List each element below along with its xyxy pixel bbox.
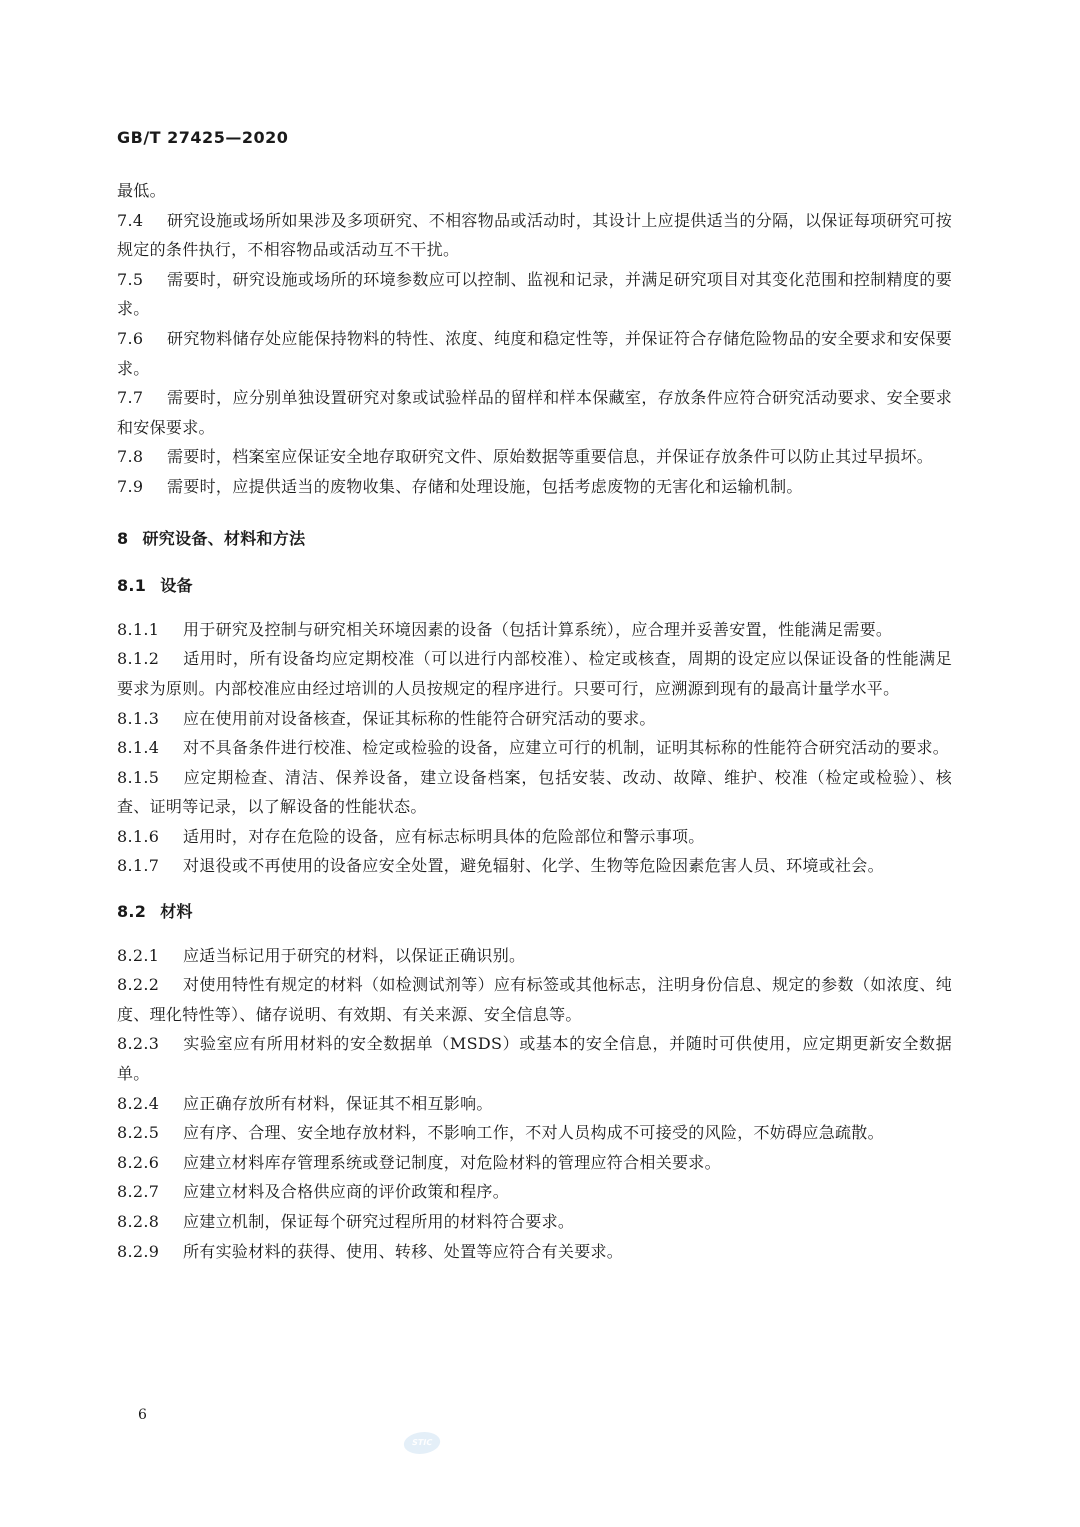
clause-text: 应建立材料库存管理系统或登记制度，对危险材料的管理应符合相关要求。 — [183, 1152, 721, 1172]
clause-text: 应建立材料及合格供应商的评价政策和程序。 — [183, 1182, 510, 1202]
clause-number: 7.7 — [117, 388, 144, 408]
clause-text: 需要时，应提供适当的废物收集、存储和处理设施，包括考虑废物的无害化和运输机制。 — [167, 476, 803, 496]
continuation-text: 最低。 — [117, 181, 166, 200]
clause-number: 8.2.2 — [117, 975, 160, 995]
clause-number: 8.2.8 — [117, 1212, 160, 1231]
page-number: 6 — [138, 1407, 147, 1423]
section-title: 设备 — [160, 576, 193, 596]
clause-8-2-1 — [117, 941, 952, 971]
clause-8-1-6 — [117, 822, 952, 852]
section-number: 8.2 — [117, 902, 147, 922]
document-body — [117, 176, 952, 1266]
clause-number: 8.2.4 — [117, 1093, 160, 1113]
clause-number: 8.2.7 — [117, 1182, 160, 1202]
clause-number: 7.4 — [117, 210, 144, 230]
clause-8-1-7 — [117, 851, 952, 881]
clause-8-2-4 — [117, 1089, 952, 1119]
section-number: 8 — [117, 528, 129, 548]
clause-text: 应在使用前对设备核查，保证其标称的性能符合研究活动的要求。 — [183, 708, 656, 728]
clause-8-1-2 — [117, 644, 952, 703]
clause-text: 研究设施或场所如果涉及多项研究、不相容物品或活动时，其设计上应提供适当的分隔，以保证每项研究可按规定的条件执行，不相容物品或活动互不干扰。 — [117, 210, 952, 260]
clause-number: 8.2.6 — [117, 1152, 160, 1172]
section-7-list — [117, 206, 952, 502]
section-8-2-list — [117, 941, 952, 1267]
clause-number: 8.2.3 — [117, 1034, 160, 1054]
clause-8-2-7 — [117, 1177, 952, 1207]
section-8-1-heading — [117, 571, 952, 601]
clause-text: 应有序、合理、安全地存放材料，不影响工作，不对人员构成不可接受的风险，不妨碍应急疏散。 — [183, 1123, 884, 1143]
clause-text: 需要时，档案室应保证安全地存取研究文件、原始数据等重要信息，并保证存放条件可以防止其过早损坏。 — [167, 447, 934, 467]
clause-text: 对退役或不再使用的设备应安全处置，避免辐射、化学、生物等危险因素危害人员、环境或社会。 — [183, 856, 884, 876]
clause-7-7 — [117, 383, 952, 442]
clause-7-9 — [117, 472, 952, 502]
section-title: 研究设备、材料和方法 — [142, 528, 306, 548]
section-number: 8.1 — [117, 576, 147, 596]
clause-text: 应定期检查、清洁、保养设备，建立设备档案，包括安装、改动、故障、维护、校准（检定或检验）、核查、证明等记录，以了解设备的性能状态。 — [117, 767, 952, 817]
clause-number: 8.1.4 — [117, 738, 160, 758]
clause-number: 7.9 — [117, 476, 144, 496]
standard-code-header: GB/T 27425—2020 — [117, 128, 289, 147]
clause-text: 应正确存放所有材料，保证其不相互影响。 — [183, 1093, 493, 1113]
clause-text: 适用时，所有设备均应定期校准（可以进行内部校准）、检定或核查，周期的设定应以保证设备的性能满足要求为原则。内部校准应由经过培训的人员按规定的程序进行。只要可行，应溯源到现有的最高计量学水平。 — [117, 649, 952, 698]
clause-number: 8.1.7 — [117, 856, 160, 876]
clause-7-8 — [117, 442, 952, 472]
clause-number: 7.5 — [117, 269, 144, 289]
clause-number: 8.1.5 — [117, 767, 160, 787]
clause-text: 需要时，研究设施或场所的环境参数应可以控制、监视和记录，并满足研究项目对其变化范围和控制精度的要求。 — [117, 269, 952, 319]
clause-7-6 — [117, 324, 952, 383]
clause-8-1-1 — [117, 615, 952, 645]
clause-8-2-6 — [117, 1148, 952, 1178]
clause-text: 应适当标记用于研究的材料，以保证正确识别。 — [183, 945, 526, 965]
clause-text: 适用时，对存在危险的设备，应有标志标明具体的危险部位和警示事项。 — [183, 826, 705, 846]
clause-number: 8.2.5 — [117, 1123, 160, 1143]
clause-text: 应建立机制，保证每个研究过程所用的材料符合要求。 — [183, 1212, 575, 1231]
clause-8-2-5 — [117, 1118, 952, 1148]
watermark-logo: STIC — [402, 1432, 443, 1454]
clause-8-2-8 — [117, 1207, 952, 1237]
clause-8-2-2 — [117, 970, 952, 1029]
clause-text: 研究物料储存处应能保持物料的特性、浓度、纯度和稳定性等，并保证符合存储危险物品的安全要求和安保要求。 — [117, 328, 952, 378]
clause-number: 8.1.6 — [117, 826, 160, 846]
clause-8-1-4 — [117, 733, 952, 763]
clause-number: 8.2.9 — [117, 1241, 160, 1261]
clause-7-5 — [117, 265, 952, 324]
section-title: 材料 — [160, 902, 193, 922]
clause-number: 8.1.3 — [117, 708, 160, 728]
clause-number: 8.1.1 — [117, 619, 160, 639]
clause-7-4 — [117, 206, 952, 265]
clause-text: 对使用特性有规定的材料（如检测试剂等）应有标签或其他标志，注明身份信息、规定的参数（如浓度、纯度、理化特性等）、储存说明、有效期、有关来源、安全信息等。 — [117, 975, 952, 1024]
clause-number: 7.6 — [117, 328, 144, 348]
clause-8-1-3 — [117, 704, 952, 734]
clause-text: 对不具备条件进行校准、检定或检验的设备，应建立可行的机制，证明其标称的性能符合研究活动的要求。 — [183, 738, 950, 758]
clause-text: 需要时，应分别单独设置研究对象或试验样品的留样和样本保藏室，存放条件应符合研究活动要求、安全要求和安保要求。 — [117, 388, 952, 437]
clause-text: 所有实验材料的获得、使用、转移、处置等应符合有关要求。 — [183, 1241, 624, 1261]
section-8-heading — [117, 524, 952, 554]
clause-8-2-9 — [117, 1237, 952, 1267]
clause-number: 8.1.2 — [117, 649, 160, 669]
clause-text: 实验室应有所用材料的安全数据单（MSDS）或基本的安全信息，并随时可供使用，应定期更新安全数据单。 — [117, 1034, 952, 1084]
clause-number: 7.8 — [117, 447, 144, 467]
section-8-2-heading — [117, 897, 952, 927]
clause-8-2-3 — [117, 1029, 952, 1088]
clause-8-1-5 — [117, 763, 952, 822]
clause-number: 8.2.1 — [117, 945, 160, 965]
section-8-1-list — [117, 615, 952, 881]
clause-text: 用于研究及控制与研究相关环境因素的设备（包括计算系统），应合理并妥善安置，性能满足需要。 — [183, 619, 893, 639]
